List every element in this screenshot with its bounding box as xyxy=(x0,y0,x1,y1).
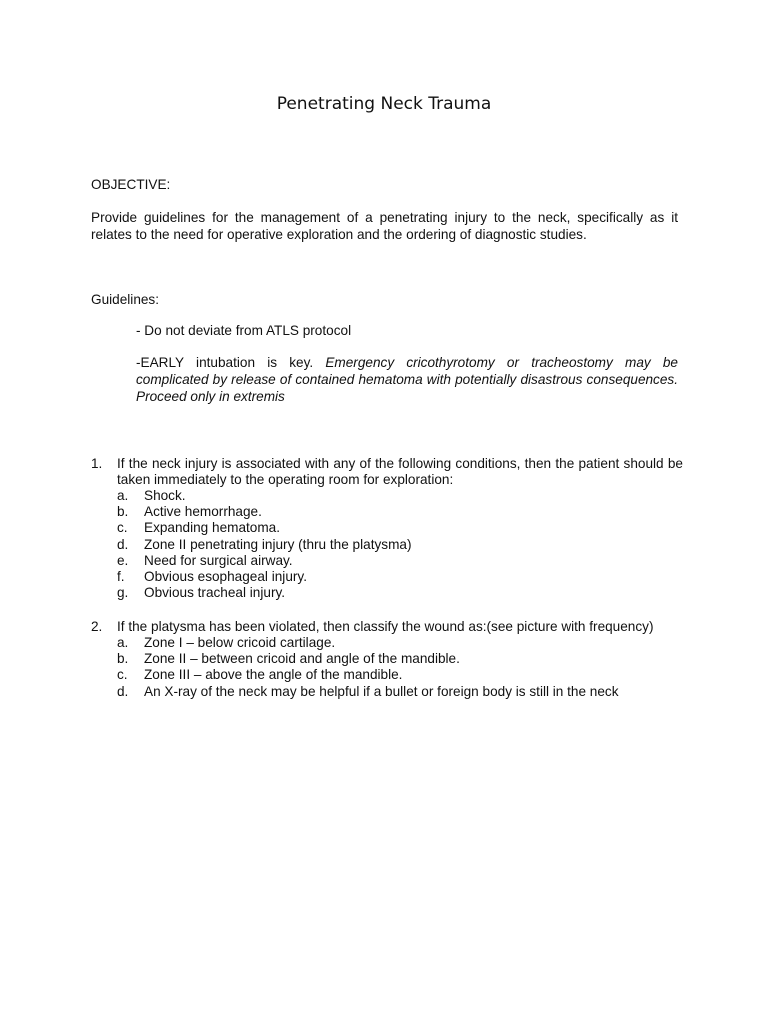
list-item-text: Active hemorrhage. xyxy=(144,504,262,520)
sub-list xyxy=(117,635,683,700)
list-item-text: Obvious tracheal injury. xyxy=(144,585,286,601)
guideline-atls: - Do not deviate from ATLS protocol xyxy=(136,323,352,338)
list-item-letter: c. xyxy=(117,667,128,683)
list-item xyxy=(117,553,683,569)
guideline-intubation-plain: -EARLY intubation is key. xyxy=(136,355,326,370)
list-item xyxy=(117,651,683,667)
page-title: Penetrating Neck Trauma xyxy=(276,94,492,114)
list-item-text: Need for surgical airway. xyxy=(144,552,293,568)
list-item xyxy=(117,684,683,700)
list-item xyxy=(117,569,683,585)
list-item-letter: a. xyxy=(117,635,129,650)
item-lead-text: If the neck injury is associated with any of the following conditions, then the patient should be taken immediately to the operating room for exploration: xyxy=(117,456,683,487)
list-item-text: Zone II penetrating injury (thru the platysma) xyxy=(144,536,412,552)
list-item-letter: d. xyxy=(117,536,129,552)
sub-list xyxy=(117,488,683,601)
list-item xyxy=(117,635,683,651)
list-item-letter: f. xyxy=(117,568,125,584)
item-number: 1. xyxy=(91,456,103,471)
list-item xyxy=(117,520,683,536)
guideline-intubation-italic: Emergency cricothyrotomy or tracheostomy may be complicated by release of contained hematoma with potentially disastrous consequences. Proceed only in extremis xyxy=(136,355,678,404)
list-item-letter: a. xyxy=(117,488,129,503)
list-item-text: Zone III – above the angle of the mandible. xyxy=(144,667,403,683)
list-item-text: Expanding hematoma. xyxy=(144,520,281,536)
list-item-letter: e. xyxy=(117,552,129,568)
list-item-text: Shock. xyxy=(144,488,186,503)
list-item-text: An X-ray of the neck may be helpful if a bullet or foreign body is still in the neck xyxy=(144,683,619,699)
list-item-text: Zone II – between cricoid and angle of the mandible. xyxy=(144,651,460,667)
item-number: 2. xyxy=(91,619,103,634)
objective-heading: OBJECTIVE: xyxy=(91,177,171,192)
guidelines-heading: Guidelines: xyxy=(91,292,160,307)
item-lead-text: If the platysma has been violated, then classify the wound as:(see picture with frequency) xyxy=(117,619,654,634)
list-item-letter: b. xyxy=(117,504,129,520)
list-item-letter: d. xyxy=(117,683,129,699)
list-item-letter: b. xyxy=(117,651,129,667)
guideline-intubation xyxy=(136,354,678,405)
list-item xyxy=(117,504,683,520)
list-item-letter: c. xyxy=(117,520,128,536)
list-item xyxy=(117,667,683,683)
list-item-text: Obvious esophageal injury. xyxy=(144,568,307,584)
list-item-text: Zone I – below cricoid cartilage. xyxy=(144,635,336,650)
objective-text: Provide guidelines for the management of a penetrating injury to the neck, specifically as it relates to the need for operative exploration and the ordering of diagnostic studies. xyxy=(91,210,678,242)
list-item xyxy=(117,488,683,504)
list-item-letter: g. xyxy=(117,585,129,601)
list-item xyxy=(117,585,683,601)
list-item xyxy=(117,537,683,553)
